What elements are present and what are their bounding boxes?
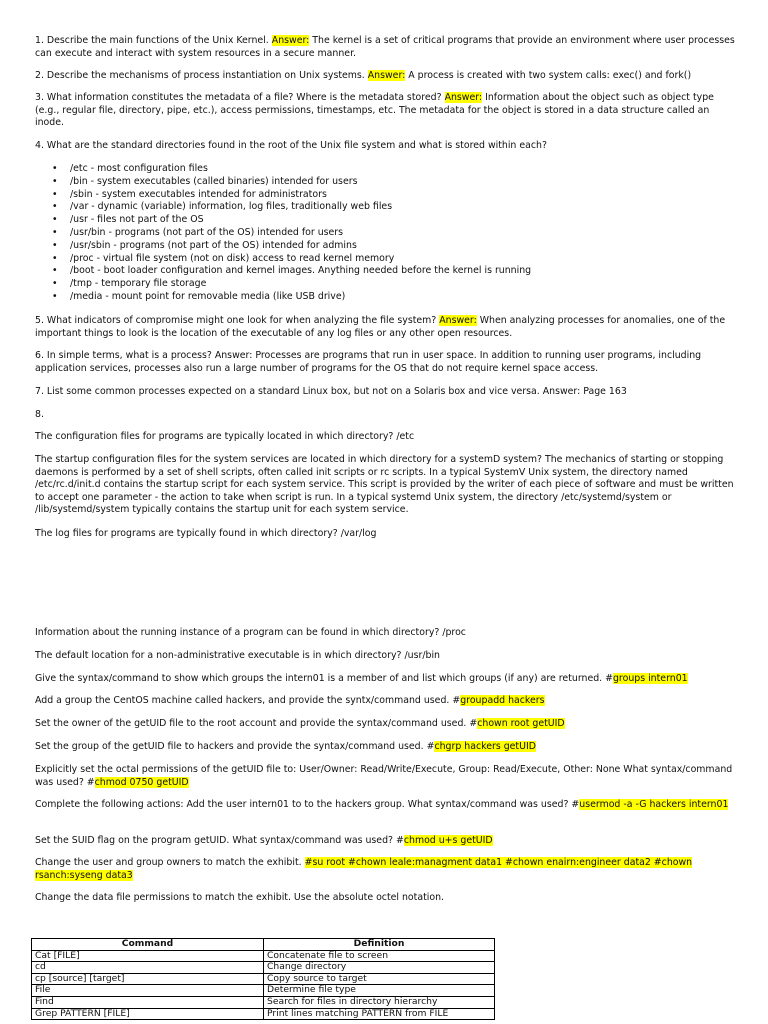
list-item: • /usr/bin - programs (not part of the OS) intended for users bbox=[35, 227, 531, 240]
answer-text: A process is created with two system calls: exec() and fork() bbox=[405, 70, 692, 81]
table-cell: Search for files in directory hierarchy bbox=[264, 996, 495, 1008]
table-cell: Print lines matching PATTERN from FILE bbox=[264, 1008, 495, 1020]
answer-text: When analyzing processes for anomalies, one of the important things to look is the location of the executable of any log files or any other open resources. bbox=[35, 315, 726, 339]
list-item: • /usr/sbin - programs (not part of the OS) intended for admins bbox=[35, 240, 531, 253]
table-row bbox=[32, 1008, 495, 1020]
table-cell: cp [source] [target] bbox=[32, 973, 264, 985]
chmod-question: Explicitly set the octal permissions of the getUID file to: User/Owner: Read/Write/Execute, Group: Read/Execute, Other: None What syntax/command was used? #chmod 0750 getUID bbox=[35, 764, 733, 788]
question-5 bbox=[35, 315, 735, 340]
command-answer: chmod u+s getUID bbox=[403, 835, 493, 846]
answer-label: Answer: bbox=[271, 35, 310, 46]
table-row bbox=[32, 962, 495, 974]
usrbin-question: The default location for a non-administrative executable is in which directory? /usr/bin bbox=[35, 650, 441, 661]
config-dir-question: The configuration files for programs are typically located in which directory? /etc bbox=[35, 431, 415, 442]
column-header: Command bbox=[32, 939, 264, 951]
table-cell: Change directory bbox=[264, 962, 495, 974]
list-item: • /tmp - temporary file storage bbox=[35, 278, 531, 291]
groups-question: Give the syntax/command to show which groups the intern01 is a member of and list which groups (if any) are returned. #groups intern01 bbox=[35, 673, 688, 684]
answer-label: Answer: bbox=[444, 92, 483, 103]
owners-question: Change the user and group owners to match the exhibit. #su root #chown leale:managment data1 #chown enairn:engineer data2 #chown rsanch:syseng data3 bbox=[35, 857, 693, 881]
answer-label: Answer: bbox=[439, 315, 477, 326]
command-answer: chmod 0750 getUID bbox=[94, 776, 189, 788]
command-answer: groupadd hackers bbox=[460, 695, 545, 706]
table-cell: Cat [FILE] bbox=[32, 950, 264, 962]
answer-text: The kernel is a set of critical programs that provide an environment where user processes can execute and interact with system resources in a secure manner. bbox=[35, 35, 735, 59]
question-2 bbox=[35, 70, 735, 83]
chown-question: Set the owner of the getUID file to the root account and provide the syntax/command used. #chown root getUID bbox=[35, 718, 565, 729]
list-item: • /boot - boot loader configuration and kernel images. Anything needed before the kernel is running bbox=[35, 265, 531, 278]
table-cell: Grep PATTERN [FILE] bbox=[32, 1008, 264, 1020]
proc-dir-question: Information about the running instance of a program can be found in which directory? /proc bbox=[35, 627, 466, 638]
answer-label: Answer: bbox=[367, 70, 406, 81]
list-item: • /usr - files not part of the OS bbox=[35, 214, 531, 227]
command-answer: chgrp hackers getUID bbox=[434, 741, 536, 752]
command-answer: groups intern01 bbox=[612, 673, 688, 684]
list-item: • /media - mount point for removable media (like USB drive) bbox=[35, 291, 531, 304]
question-8: 8. bbox=[35, 409, 44, 420]
list-item: • /proc - virtual file system (not on disk) access to read kernel memory bbox=[35, 253, 531, 266]
question-4: 4. What are the standard directories found in the root of the Unix file system and what is stored within each? bbox=[35, 140, 547, 151]
list-item: • /etc - most configuration files bbox=[35, 163, 531, 176]
table-row bbox=[32, 973, 495, 985]
list-item: • /sbin - system executables intended for administrators bbox=[35, 189, 531, 202]
usermod-question: Complete the following actions: Add the user intern01 to to the hackers group. What syntax/command was used? #usermod -a -G hackers intern01 bbox=[35, 799, 729, 810]
table-row bbox=[32, 985, 495, 997]
list-item: • /var - dynamic (variable) information, log files, traditionally web files bbox=[35, 201, 531, 214]
table-row bbox=[32, 996, 495, 1008]
question-text: 3. What information constitutes the metadata of a file? Where is the metadata stored? bbox=[35, 92, 445, 103]
log-dir-question: The log files for programs are typically found in which directory? /var/log bbox=[35, 528, 377, 539]
table-cell: cd bbox=[32, 962, 264, 974]
table-cell: Copy source to target bbox=[264, 973, 495, 985]
table-header-row bbox=[32, 939, 495, 951]
table-cell: Determine file type bbox=[264, 985, 495, 997]
groupadd-question: Add a group the CentOS machine called hackers, and provide the syntx/command used. #groupadd hackers bbox=[35, 695, 545, 706]
question-1 bbox=[35, 35, 735, 60]
command-table bbox=[31, 938, 495, 1020]
startup-config-question: The startup configuration files for the system services are located in which directory for a systemD system? The mechanics of starting or stopping daemons is performed by a set of shell scripts, often called init scripts or rc scripts. In a typical SystemV Unix system, the directory named /etc/rc.d/init.d contains the startup script for each system service. This script is provided by the writer of each piece of software and must be written to accept one parameter - the action to take when script is run. In a typical systemd Unix system, the directory /etc/systemd/system or /lib/systemd/system typically contains the startup unit for each system service. bbox=[35, 454, 734, 516]
suid-question: Set the SUID flag on the program getUID. What syntax/command was used? #chmod u+s getUID bbox=[35, 835, 493, 846]
table-row bbox=[32, 950, 495, 962]
question-7: 7. List some common processes expected on a standard Linux box, but not on a Solaris box and vice versa. Answer: Page 163 bbox=[35, 386, 627, 397]
table-cell: File bbox=[32, 985, 264, 997]
table-cell: Concatenate file to screen bbox=[264, 950, 495, 962]
directory-list bbox=[35, 163, 531, 304]
table-cell: Find bbox=[32, 996, 264, 1008]
list-item: • /bin - system executables (called binaries) intended for users bbox=[35, 176, 531, 189]
question-text: 1. Describe the main functions of the Unix Kernel. bbox=[35, 35, 272, 46]
permissions-question: Change the data file permissions to match the exhibit. Use the absolute octel notation. bbox=[35, 892, 445, 903]
chgrp-question: Set the group of the getUID file to hackers and provide the syntax/command used. #chgrp hackers getUID bbox=[35, 741, 536, 752]
question-text: 2. Describe the mechanisms of process instantiation on Unix systems. bbox=[35, 70, 368, 81]
command-answer: usermod -a -G hackers intern01 bbox=[579, 799, 729, 810]
question-6: 6. In simple terms, what is a process? Answer: Processes are programs that run in user space. In addition to running user programs, including application services, processes also run a large number of programs for the OS that do not require kernel space access. bbox=[35, 350, 702, 374]
command-answer: chown root getUID bbox=[477, 718, 565, 729]
column-header: Definition bbox=[264, 939, 495, 951]
question-text: 5. What indicators of compromise might one look for when analyzing the file system? bbox=[35, 315, 440, 326]
answer-text: Information about the object such as object type (e.g., regular file, directory, pipe, etc.), access permissions, timestamps, etc. The metadata for the object is stored in a data structure called an inode. bbox=[35, 92, 714, 129]
question-3 bbox=[35, 92, 735, 130]
command-answer: #su root #chown leale:managment data1 #chown enairn:engineer data2 #chown rsanch:syseng data3 bbox=[35, 857, 693, 881]
